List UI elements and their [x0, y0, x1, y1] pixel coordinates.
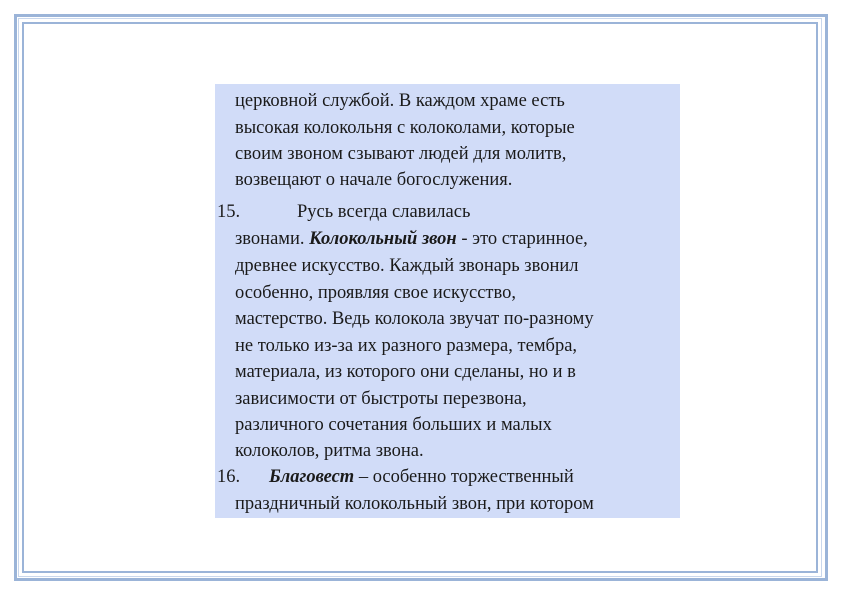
text-panel: [215, 84, 680, 518]
paragraph-16-term: Благовест: [269, 467, 355, 487]
paragraph-15-line-5: мастерство. Ведь колокола звучат по-разному: [235, 309, 594, 329]
paragraph-15-line-1: Русь всегда славилась: [297, 202, 471, 222]
paragraph-16-line-2: праздничный колокольный звон, при котором: [235, 494, 594, 514]
paragraph-16-line-1: [269, 466, 574, 488]
paragraph-15-line-10: колоколов, ритма звона.: [235, 441, 424, 461]
paragraph-15-line-7: материала, из которого они сделаны, но и в: [235, 362, 576, 382]
paragraph-14-line-2: высокая колокольня с колоколами, которые: [235, 118, 575, 138]
paragraph-15-line-2-suffix: - это старинное,: [456, 229, 588, 249]
paragraph-16-line-1-suffix: – особенно торжественный: [354, 467, 574, 487]
paragraph-15-line-3: древнее искусство. Каждый звонарь звонил: [235, 256, 579, 276]
paragraph-15-line-4: особенно, проявляя свое искусство,: [235, 283, 516, 303]
paragraph-16-number: 16.: [217, 467, 241, 487]
paragraph-14-line-4: возвещают о начале богослужения.: [235, 170, 513, 190]
paragraph-14-line-1: церковной службой. В каждом храме есть: [235, 91, 565, 111]
paragraph-15-line-8: зависимости от быстроты перезвона,: [235, 389, 527, 409]
paragraph-14-line-3: своим звоном сзывают людей для молитв,: [235, 144, 567, 164]
paragraph-15-term: Колокольный звон: [309, 229, 457, 249]
paragraph-15-line-2: [235, 228, 588, 250]
paragraph-15-line-9: различного сочетания больших и малых: [235, 415, 552, 435]
paragraph-15-line-6: не только из-за их разного размера, тембра,: [235, 336, 578, 356]
paragraph-15-number: 15.: [217, 202, 241, 222]
paragraph-15-line-2-prefix: звонами.: [235, 229, 310, 249]
